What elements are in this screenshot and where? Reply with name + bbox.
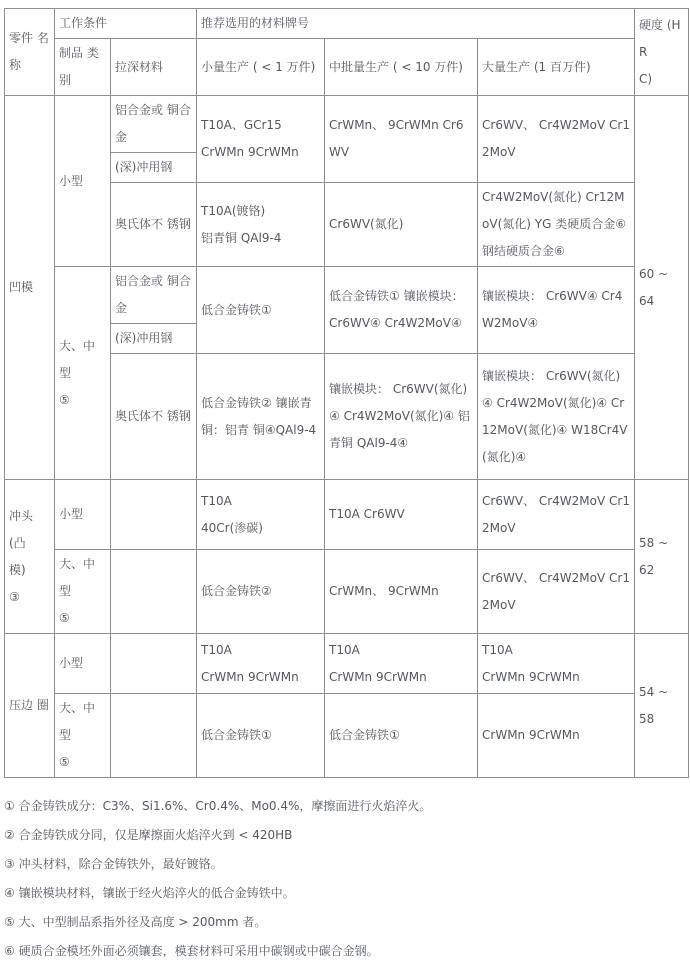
header-mass-production: 大量生产 (1 百万件) <box>478 39 635 96</box>
part-cell-blank-holder: 压边 圈 <box>5 634 55 778</box>
cell-punch-large-medium: CrWMn、 9CrWMn <box>325 550 478 634</box>
category-cell-small: 小型 <box>55 480 111 550</box>
cell-die-large-r2-small: 低合金铸铁② 镶嵌青铜：铝青 铜④QAl9-4 <box>197 354 325 480</box>
header-recommended-materials: 推荐选用的材料牌号 <box>197 9 635 39</box>
cell-die-small-r1-medium: CrWMn、 9CrWMn Cr6WV <box>325 96 478 183</box>
category-cell-large: 大、中型 ⑤ <box>55 694 111 778</box>
material-cell-empty <box>111 634 197 694</box>
footnote-6: ⑥ 硬质合金模坯外面必须镶套，模套材料可采用中碳钢或中碳合金钢。 <box>4 944 379 958</box>
material-cell-deep-steel: (深)冲用钢 <box>111 324 197 354</box>
cell-holder-large-small: 低合金铸铁① <box>197 694 325 778</box>
hardness-cell-blank-holder: 54 ~ 58 <box>635 634 689 778</box>
cell-punch-small-small: T10A 40Cr(渗碳) <box>197 480 325 550</box>
material-selection-table <box>4 8 689 778</box>
category-cell-small: 小型 <box>55 634 111 694</box>
material-cell-austenite: 奥氏体不 锈钢 <box>111 183 197 267</box>
cell-holder-large-medium: 低合金铸铁① <box>325 694 478 778</box>
cell-die-large-r2-medium: 镶嵌模块： Cr6WV(氮化)④ Cr4W2MoV(氮化)④ 铝青铜 QAl9-4④ <box>325 354 478 480</box>
cell-punch-small-medium: T10A Cr6WV <box>325 480 478 550</box>
cell-holder-small-medium: T10A CrWMn 9CrWMn <box>325 634 478 694</box>
material-cell-empty <box>111 480 197 550</box>
hardness-cell-die: 60 ~ 64 <box>635 96 689 480</box>
cell-die-large-r2-large: 镶嵌模块： Cr6WV(氮化)④ Cr4W2MoV(氮化)④ Cr12MoV(氮化)④ W18Cr4V(氮化)④ <box>478 354 635 480</box>
cell-holder-small-large: T10A CrWMn 9CrWMn <box>478 634 635 694</box>
header-hardness: 硬度 (HR C) <box>635 9 689 96</box>
material-cell-deep-steel: (深)冲用钢 <box>111 153 197 183</box>
cell-die-small-r2-large: Cr4W2MoV(氮化) Cr12MoV(氮化) YG 类硬质合金⑥ 钢结硬质合金⑥ <box>478 183 635 267</box>
header-part-name: 零件 名 称 <box>5 9 55 96</box>
cell-punch-large-small: 低合金铸铁② <box>197 550 325 634</box>
header-drawing-material: 拉深材料 <box>111 39 197 96</box>
header-medium-batch: 中批量生产 ( < 10 万件) <box>325 39 478 96</box>
header-product-category: 制品 类别 <box>55 39 111 96</box>
footnote-4: ④ 镶嵌模块材料，镶嵌于经火焰淬火的低合金铸铁中。 <box>4 886 295 900</box>
hardness-cell-punch: 58 ~ 62 <box>635 480 689 634</box>
document-page <box>0 8 690 958</box>
category-cell-small: 小型 <box>55 96 111 267</box>
cell-die-small-r1-small: T10A、GCr15 CrWMn 9CrWMn <box>197 96 325 183</box>
cell-die-large-r1-medium: 低合金铸铁① 镶嵌模块： Cr6WV④ Cr4W2MoV④ <box>325 267 478 354</box>
material-cell-empty <box>111 694 197 778</box>
cell-die-large-r1-small: 低合金铸铁① <box>197 267 325 354</box>
cell-die-small-r2-small: T10A(镀铬) 铝青铜 QAl9-4 <box>197 183 325 267</box>
cell-die-small-r2-medium: Cr6WV(氮化) <box>325 183 478 267</box>
cell-punch-small-large: Cr6WV、 Cr4W2MoV Cr12MoV <box>478 480 635 550</box>
footnote-1: ① 合金铸铁成分：C3%、Si1.6%、Cr0.4%、Mo0.4%，摩擦面进行火焰淬火。 <box>4 799 432 813</box>
category-cell-large: 大、中型 ⑤ <box>55 550 111 634</box>
header-small-batch: 小量生产 ( < 1 万件) <box>197 39 325 96</box>
header-work-condition: 工作条件 <box>55 9 197 39</box>
cell-die-small-r1-large: Cr6WV、 Cr4W2MoV Cr12MoV <box>478 96 635 183</box>
part-cell-punch: 冲头 (凸 模) ③ <box>5 480 55 634</box>
material-cell-empty <box>111 550 197 634</box>
cell-punch-large-large: Cr6WV、 Cr4W2MoV Cr12MoV <box>478 550 635 634</box>
footnote-2: ② 合金铸铁成分同，仅是摩擦面火焰淬火到 < 420HB <box>4 828 293 842</box>
footnotes <box>4 792 690 966</box>
material-cell-austenite: 奥氏体不 锈钢 <box>111 354 197 480</box>
cell-die-large-r1-large: 镶嵌模块： Cr6WV④ Cr4W2MoV④ <box>478 267 635 354</box>
material-cell-alu-copper: 铝合金或 铜合金 <box>111 267 197 324</box>
footnote-3: ③ 冲头材料，除合金铸铁外，最好镀铬。 <box>4 857 223 871</box>
category-cell-large: 大、中型 ⑤ <box>55 267 111 480</box>
footnote-5: ⑤ 大、中型制品系指外径及高度 > 200mm 者。 <box>4 915 267 929</box>
cell-holder-small-small: T10A CrWMn 9CrWMn <box>197 634 325 694</box>
cell-holder-large-large: CrWMn 9CrWMn <box>478 694 635 778</box>
part-cell-die: 凹模 <box>5 96 55 480</box>
material-cell-alu-copper: 铝合金或 铜合金 <box>111 96 197 153</box>
